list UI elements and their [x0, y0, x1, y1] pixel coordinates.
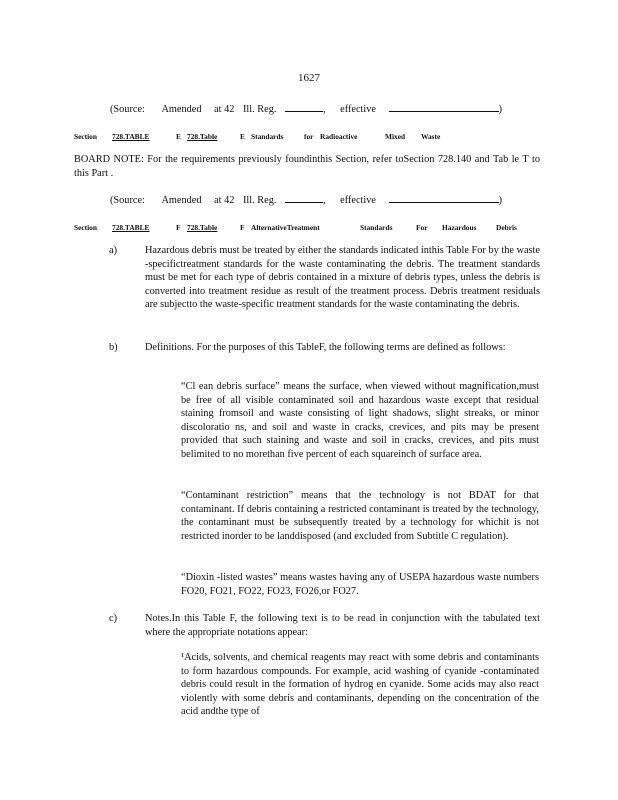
section-title-word-5: Waste	[421, 132, 441, 141]
source-note-1	[110, 101, 502, 117]
source-reg-blank	[285, 101, 323, 112]
section-table: 728.Table	[187, 132, 218, 141]
source-label: (Source:	[110, 195, 145, 206]
section-letter: F	[176, 223, 181, 232]
section-word: Section	[74, 223, 97, 232]
source-comma: ,	[323, 195, 326, 206]
paragraph-b: Definitions. For the purposes of this TableF, the following terms are defined as follows:	[145, 342, 506, 353]
definition-clean-debris-surface: “Cl ean debris surface” means the surface, when viewed without magnification,must be free of all visible contaminated soil and hazardous waste except that residual staining fromsoil and waste consisting of light shadows, slight streaks, or minor discoloratio ns, and soil and waste in cracks, crevices, and pits may be present provided that such staining and waste and soil in cracks, crevices, and pits must belimited to no morethan five percent of each squareinch of surface area.	[181, 381, 539, 460]
source-reg: Ill. Reg.	[242, 195, 277, 206]
definition-contaminant-restriction: “Contaminant restriction” means that the technology is not BDAT for that contaminant. If debris containing a restricted contaminant is treated by the technology, the contaminant must be subsequently treated by a technology for whichit is not restricted inorder to be landdisposed (and excluded from Subtitle C regulation).	[181, 490, 539, 542]
section-letter: E	[176, 132, 181, 141]
source-effective-blank	[389, 192, 499, 203]
section-title-word-4: Hazardous	[442, 223, 477, 232]
board-note: BOARD NOTE: For the requirements previously foundinthis Section, refer toSection 728.140 and Tab le T to this Part .	[74, 154, 540, 179]
page-number: 1627	[298, 72, 320, 84]
section-title-word-5: Debris	[496, 223, 517, 232]
source-action: Amended	[161, 195, 202, 206]
section-number: 728.TABLE	[112, 223, 150, 232]
source-label: (Source:	[110, 104, 145, 115]
paragraph-b-marker: b)	[109, 342, 118, 353]
source-at: at 42	[214, 195, 235, 206]
paragraph-c-marker: c)	[109, 613, 117, 624]
section-number: 728.TABLE	[112, 132, 150, 141]
source-effective-blank	[389, 101, 499, 112]
section-title-letter: F	[240, 223, 245, 232]
source-note-2	[110, 192, 502, 208]
section-title-word-4: Mixed	[385, 132, 406, 141]
section-title-word-2: Standards	[360, 223, 393, 232]
section-title-word-3: For	[416, 223, 428, 232]
source-reg: Ill. Reg.	[242, 104, 277, 115]
note-1: ¹Acids, solvents, and chemical reagents may react with some debris and contaminants to form hazardous compounds. For example, acid washing of cyanide -contaminated debris could result in the formation of hydrog en cyanide. Some acids may also react violently with some debris and contaminants, depending on the concentration of the acid andthe type of	[181, 652, 539, 718]
section-title-word-1: AlternativeTreatment	[251, 223, 320, 232]
section-title-word-3: Radioactive	[320, 132, 358, 141]
source-close: )	[498, 104, 503, 115]
source-comma: ,	[323, 104, 326, 115]
source-close: )	[498, 195, 503, 206]
source-effective: effective	[340, 104, 376, 115]
paragraph-a: Hazardous debris must be treated by either the standards indicated inthis Table For by the waste -specifictreatment standards for the waste contaminating the debris. The treatment standards must be met for each type of debris contained in a mixture of debris types, unless the debris is converted into treatment residue as result of the treatment process. Debris treatment residuals are subjectto the waste-specific treatment standards for the waste contaminating the debris.	[145, 245, 540, 311]
section-title-word-2: for	[304, 132, 314, 141]
section-title-word-1: Standards	[251, 132, 284, 141]
source-reg-blank	[285, 192, 323, 203]
section-table: 728.Table	[187, 223, 218, 232]
source-action: Amended	[161, 104, 202, 115]
section-word: Section	[74, 132, 97, 141]
paragraph-a-marker: a)	[109, 245, 117, 256]
definition-dioxin-listed-wastes: “Dioxin -listed wastes” means wastes having any of USEPA hazardous waste numbers FO20, FO21, FO22, FO23, FO26,or FO27.	[181, 572, 539, 597]
source-effective: effective	[340, 195, 376, 206]
section-title-letter: E	[240, 132, 245, 141]
paragraph-c: Notes.In this Table F, the following text is to be read in conjunction with the tabulated text where the appropriate notations appear:	[145, 613, 540, 638]
source-at: at 42	[214, 104, 235, 115]
